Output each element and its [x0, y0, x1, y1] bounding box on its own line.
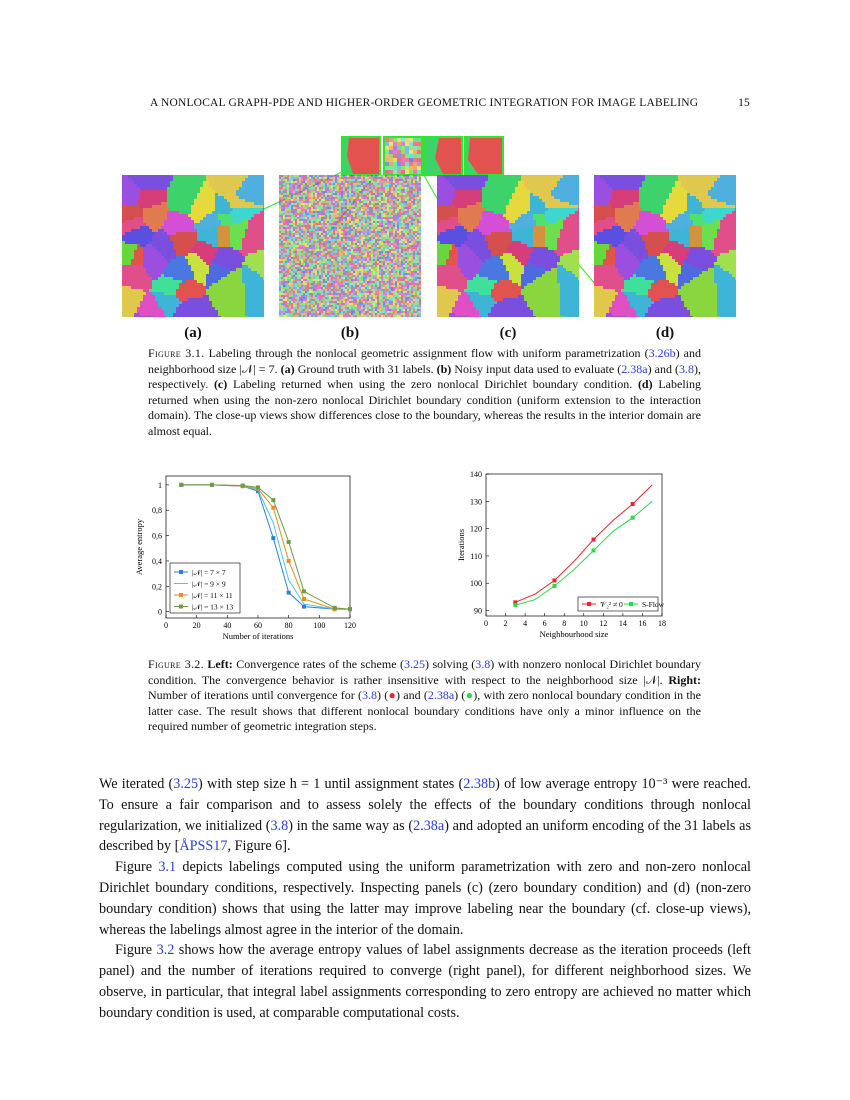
legend-entry: |𝒩| = 7 × 7 — [192, 568, 226, 577]
data-point — [631, 516, 635, 520]
caption-text — [148, 657, 701, 733]
data-point — [333, 606, 337, 610]
data-point — [210, 483, 214, 487]
legend-marker — [587, 602, 591, 606]
data-point — [302, 605, 306, 609]
x-tick-label: 4 — [523, 619, 528, 628]
text-run: We iterated ( — [99, 776, 174, 792]
panel-label-c: (c) — [499, 325, 517, 341]
x-tick-label: 0 — [484, 619, 488, 628]
x-tick-label: 40 — [223, 621, 232, 630]
text-run: Labeling returned when using the non-zero nonlocal Dirichlet boundary condition (uniform extension to the interaction domain). The close-up views show differences close to the boundary, whereas the results in the interior domain are almost equal. — [148, 377, 701, 438]
text-run: ) and adopted an uniform encoding of the 31 labels as described by [ — [99, 817, 751, 855]
cross-reference-link[interactable]: 3.25 — [173, 776, 199, 792]
paragraph-1 — [99, 774, 751, 857]
cross-reference-link[interactable]: 2.38b — [463, 776, 496, 792]
legend-entry: 𝒱₂² ≠ 0 — [600, 600, 623, 609]
figure-3-2-caption — [148, 657, 701, 735]
x-tick-label: 60 — [254, 621, 262, 630]
closeup-c — [423, 136, 463, 176]
text-run: Figure — [115, 859, 159, 876]
figure-3-1-caption — [148, 346, 701, 439]
panel-label-a: (a) — [184, 325, 202, 341]
legend-entry: S-Flow — [642, 600, 665, 609]
x-tick-label: 14 — [618, 619, 627, 628]
cross-reference-link[interactable]: 3.8 — [475, 657, 491, 671]
y-tick-label: 0,6 — [152, 531, 162, 541]
legend-entry: |𝒩| = 9 × 9 — [192, 579, 226, 589]
data-point — [271, 506, 275, 510]
panel-noisy-input — [279, 175, 421, 317]
panel-label-d: (d) — [655, 325, 675, 341]
text-run: ) and ( — [647, 361, 679, 376]
y-tick-label: 1 — [158, 480, 162, 490]
panel-ground-truth — [122, 175, 264, 317]
entropy-chart — [130, 466, 370, 646]
caption-label: Figure 3.1. — [148, 346, 205, 360]
text-run: Number of iterations until convergence for ( — [148, 688, 362, 702]
text-run: ) ( — [454, 688, 466, 702]
cross-reference-link[interactable]: 2.38a — [621, 361, 648, 376]
closeup-a — [341, 136, 381, 176]
text-run: Labeling through the nonlocal geometric assignment flow with uniform parametrization ( — [208, 346, 649, 360]
legend-entry: |𝒩| = 13 × 13 — [192, 602, 234, 612]
y-tick-label: 0,8 — [152, 506, 162, 516]
paragraph-3 — [99, 940, 751, 1023]
caption-label: Figure 3.2. — [148, 657, 204, 671]
legend-marker — [179, 570, 183, 574]
text-run: Labeling returned when using the zero nonlocal Dirichlet boundary condition. — [227, 377, 638, 391]
iterations-chart — [452, 466, 682, 646]
text-run: Right: — [668, 672, 701, 687]
x-tick-label: 2 — [503, 619, 508, 628]
text-run: shows how the average entropy values of label assignments decrease as the iteration proceeds (left panel) and the number of iterations required to converge (right panel), for different neighborhood sizes. We observe, in particular, that integral label assignments corresponding to zero entropy are achieved no matter which boundary condition is used, at comparable computational costs. — [99, 942, 751, 1021]
y-tick-label: 110 — [470, 551, 482, 561]
x-tick-label: 10 — [579, 619, 588, 628]
x-tick-label: 100 — [313, 621, 326, 630]
data-point — [513, 603, 517, 607]
data-point — [592, 548, 596, 552]
cross-reference-link[interactable]: 2.38a — [413, 817, 445, 834]
text-run: Convergence rates of the scheme ( — [232, 657, 404, 671]
text-run: ) with step size h = 1 until assignment states ( — [198, 776, 464, 792]
text-run: ) of low average entropy 10⁻³ were reached. To ensure a fair comparison and to assess solely the effects of the boundary conditions through nonlocal regularization, we initialized ( — [99, 776, 751, 834]
cross-reference-link[interactable]: 3.8 — [270, 817, 289, 834]
green-dot-icon: ● — [465, 688, 474, 702]
cross-reference-link[interactable]: 3.2 — [156, 942, 175, 959]
y-tick-label: 130 — [470, 497, 482, 507]
x-tick-label: 6 — [542, 619, 547, 628]
data-point — [241, 484, 245, 488]
text-run: (c) — [213, 377, 228, 391]
text-run: (a) — [280, 361, 295, 376]
panel-zero-boundary — [437, 175, 579, 317]
legend-marker — [179, 593, 183, 597]
data-point — [271, 536, 275, 540]
data-point — [552, 584, 556, 588]
data-point — [348, 607, 352, 611]
y-tick-label: 0 — [158, 607, 162, 617]
text-run: Figure — [115, 942, 157, 959]
closeup-b — [383, 136, 423, 176]
cross-reference-link[interactable]: 3.26b — [648, 346, 676, 360]
text-run: Left: — [207, 657, 233, 671]
data-point — [179, 483, 183, 487]
legend-marker — [179, 605, 183, 609]
text-run: ), respectively. — [148, 361, 701, 391]
cross-reference-link[interactable]: ÅPSS17 — [179, 838, 228, 855]
x-tick-label: 80 — [284, 621, 293, 630]
data-point — [287, 591, 291, 595]
data-point — [552, 579, 556, 583]
data-point — [287, 540, 291, 544]
text-run: Ground truth with 31 labels. — [294, 361, 437, 376]
x-axis-label: Number of iterations — [222, 631, 294, 641]
data-point — [302, 589, 306, 593]
text-run: (b) — [436, 361, 452, 376]
running-title: A NONLOCAL GRAPH-PDE AND HIGHER-ORDER GEOMETRIC INTEGRATION FOR IMAGE LABELING — [150, 97, 699, 109]
data-point — [287, 559, 291, 563]
y-axis-label: Average entropy — [134, 518, 144, 576]
text-run: ), with zero nonlocal boundary condition in the latter case. The result shows that different nonlocal boundary conditions have only a minor influence on the required number of geometric integration steps. — [148, 688, 702, 733]
text-run: ) solving ( — [425, 657, 476, 671]
y-tick-label: 100 — [470, 579, 482, 589]
cross-reference-link[interactable]: 3.1 — [158, 859, 177, 876]
data-point — [592, 538, 596, 542]
cross-reference-link[interactable]: 3.8 — [679, 361, 694, 376]
cross-reference-link[interactable]: 2.38a — [427, 688, 455, 702]
legend-marker — [629, 602, 633, 606]
cross-reference-link[interactable]: 3.8 — [361, 688, 377, 702]
y-tick-label: 140 — [470, 470, 482, 479]
closeup-d — [464, 136, 504, 176]
legend-entry: |𝒩| = 11 × 11 — [192, 591, 233, 600]
text-run: ) in the same way as ( — [288, 817, 414, 834]
text-run: Noisy input data used to evaluate ( — [451, 361, 622, 376]
text-run: ) with nonzero nonlocal Dirichlet boundary condition. The convergence behavior is rather insensitive with respect to the neighborhood size |𝒩|. — [148, 657, 701, 687]
panel-nonzero-boundary — [594, 175, 736, 317]
y-axis-label: Iterations — [456, 528, 466, 562]
y-tick-label: 120 — [470, 524, 482, 534]
data-point — [256, 485, 260, 489]
text-run: (d) — [637, 377, 653, 391]
x-tick-label: 0 — [164, 621, 168, 630]
text-run: ) ( — [376, 688, 389, 702]
data-point — [631, 502, 635, 506]
cross-reference-link[interactable]: 3.25 — [404, 657, 425, 671]
y-tick-label: 0,4 — [152, 556, 162, 566]
panel-label-b: (b) — [340, 325, 360, 341]
x-axis-label: Neighbourhood size — [539, 629, 609, 639]
page-number: 15 — [738, 97, 750, 109]
x-tick-label: 16 — [638, 619, 647, 628]
y-tick-label: 90 — [474, 606, 482, 616]
x-tick-label: 12 — [599, 619, 608, 628]
text-run: ) and neighborhood size |𝒩| = 7. — [148, 346, 702, 376]
x-tick-label: 8 — [562, 619, 567, 628]
plot-frame — [486, 474, 662, 616]
body-text — [99, 774, 751, 1024]
text-run: ) and ( — [396, 688, 428, 702]
caption-text — [148, 346, 701, 438]
x-tick-label: 120 — [344, 621, 356, 630]
y-tick-label: 0,2 — [152, 582, 162, 592]
x-tick-label: 20 — [192, 621, 201, 630]
paragraph-2 — [99, 857, 751, 940]
text-run: , Figure 6]. — [227, 838, 291, 855]
data-point — [302, 597, 306, 601]
red-dot-icon: ● — [388, 688, 396, 702]
text-run: depicts labelings computed using the uniform parametrization with zero and non-zero nonlocal Dirichlet boundary conditions, respectively. Inspecting panels (c) (zero boundary condition) and (d) (non-zero boundary condition) shows that using the latter may improve labeling near the boundary (cf. close-up views), whereas the labelings almost agree in the interior of the domain. — [99, 859, 751, 938]
data-point — [271, 498, 275, 502]
x-tick-label: 18 — [658, 619, 666, 628]
